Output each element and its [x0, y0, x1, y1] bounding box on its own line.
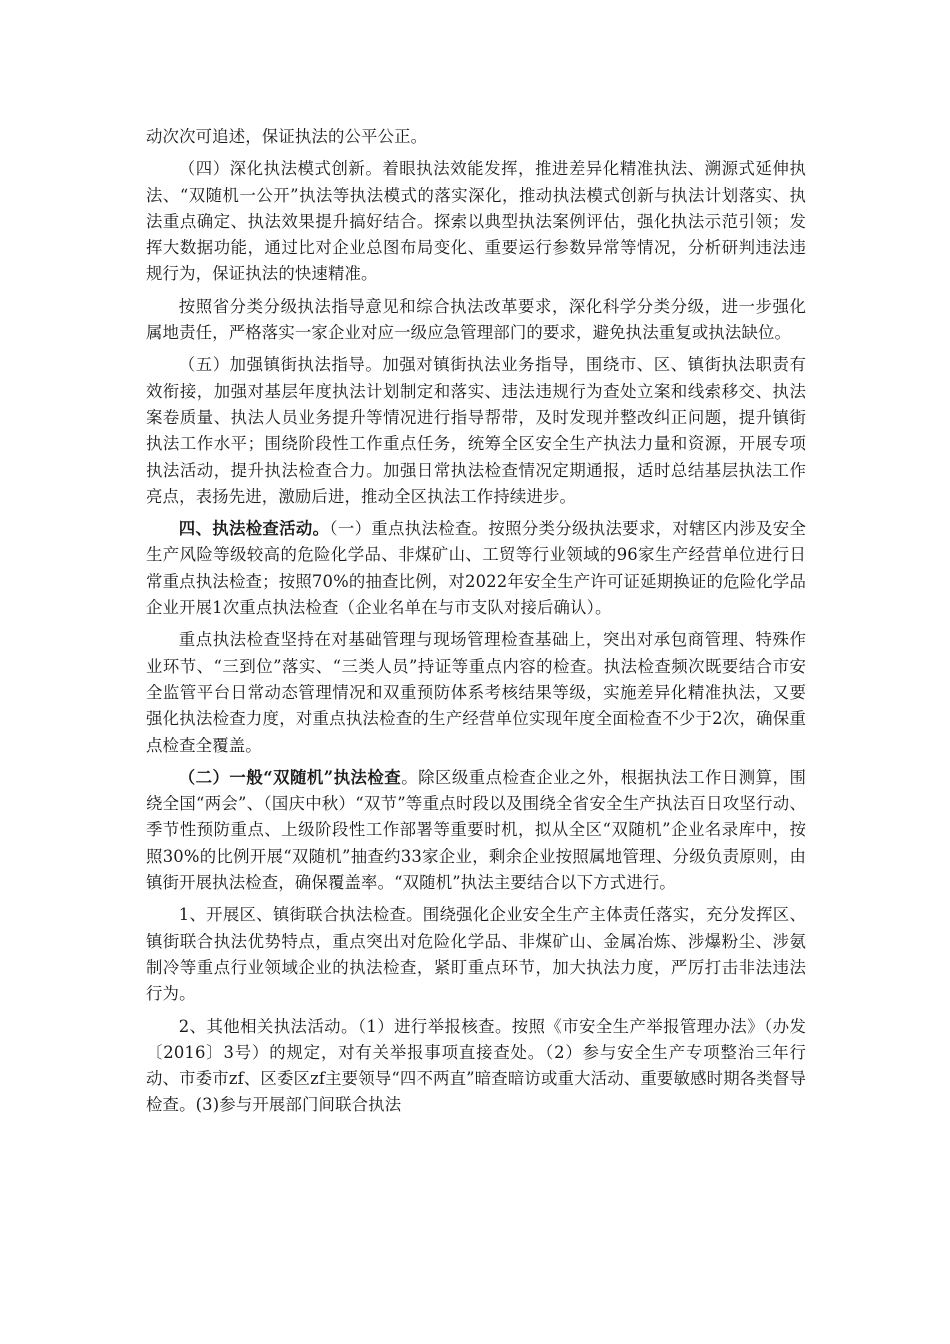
- paragraph-text: （四）深化执法模式创新。着眼执法效能发挥，推进差异化精准执法、溯源式延伸执法、“双随机一公开”执法等执法模式的落实深化，推动执法模式创新与执法计划落实、执法重点确定、执法效果提升搞好结合。探索以典型执法案例评估，强化执法示范引领；发挥大数据功能，通过比对企业总图布局变化、重要运行参数异常等情况，分析研判违法违规行为，保证执法的快速精准。: [146, 159, 806, 284]
- paragraph-7: [146, 765, 806, 896]
- paragraph-text: 。除区级重点检查企业之外，根据执法工作日测算，围绕全国“两会”、（国庆中秋）“双节”等重点时段以及围绕全省安全生产执法百日攻坚行动、季节性预防重点、上级阶段性工作部署等重要时机，拟从全区“双随机”企业名录库中，按照30%的比例开展“双随机”抽查约33家企业，剩余企业按照属地管理、分级负责原则，由镇街开展执法检查，确保覆盖率。“双随机”执法主要结合以下方式进行。: [146, 767, 806, 893]
- paragraph-text: （五）加强镇街执法指导。加强对镇街执法业务指导，围绕市、区、镇街执法职责有效衔接，加强对基层年度执法计划制定和落实、违法违规行为查处立案和线索移交、执法案卷质量、执法人员业务提升等情况进行指导帮带，及时发现并整改纠正问题，提升镇街执法工作水平；围绕阶段性工作重点任务，统筹全区安全生产执法力量和资源，开展专项执法活动，提升执法检查合力。加强日常执法检查情况定期通报，适时总结基层执法工作亮点，表扬先进，激励后进，推动全区执法工作持续进步。: [146, 355, 806, 506]
- paragraph-text: 按照省分类分级执法指导意见和综合执法改革要求，深化科学分类分级，进一步强化属地责任，严格落实一家企业对应一级应急管理部门的要求，避免执法重复或执法缺位。: [146, 296, 806, 343]
- paragraph-text: 重点执法检查坚持在对基础管理与现场管理检查基础上，突出对承包商管理、特殊作业环节、“三到位”落实、“三类人员”持证等重点内容的检查。执法检查频次既要结合市安全监管平台日常动态管理情况和双重预防体系考核结果等级，实施差异化精准执法，又要强化执法检查力度，对重点执法检查的生产经营单位实现年度全面检查不少于2次，确保重点检查全覆盖。: [146, 630, 806, 755]
- paragraph-3: [146, 294, 806, 347]
- paragraph-6: [146, 627, 806, 758]
- document-page: [146, 124, 806, 1125]
- section-heading: 四、执法检查活动。: [178, 519, 330, 539]
- paragraph-text: 1、开展区、镇街联合执法检查。围绕强化企业安全生产主体责任落实，充分发挥区、镇街联合执法优势特点，重点突出对危险化学品、非煤矿山、金属冶炼、涉爆粉尘、涉氨制冷等重点行业领域企业的执法检查，紧盯重点环节，加大执法力度，严厉打击非法违法行为。: [146, 905, 806, 1004]
- subsection-heading: （二）一般“双随机”执法检查: [178, 767, 402, 787]
- paragraph-text: 动次次可追述，保证执法的公平公正。: [146, 127, 428, 146]
- paragraph-text: （一）重点执法检查。按照分类分级执法要求，对辖区内涉及安全生产风险等级较高的危险化学品、非煤矿山、工贸等行业领域的96家生产经营单位进行日常重点执法检查；按照70%的抽查比例，对2022年安全生产许可证延期换证的危险化学品企业开展1次重点执法检查（企业名单在与市支队对接后确认）。: [146, 519, 806, 618]
- paragraph-5: [146, 516, 806, 621]
- paragraph-text: 2、其他相关执法活动。（1）进行举报核查。按照《市安全生产举报管理办法》（办发〔2016〕3号）的规定，对有关举报事项直接查处。（2）参与安全生产专项整治三年行动、市委市zf、区委区zf主要领导“四不两直”暗查暗访或重大活动、重要敏感时期各类督导检查。(3)参与开展部门间联合执法: [146, 1016, 806, 1115]
- paragraph-9: [146, 1014, 806, 1119]
- paragraph-1: [146, 124, 806, 150]
- paragraph-8: [146, 902, 806, 1007]
- paragraph-4: [146, 352, 806, 510]
- paragraph-2: [146, 156, 806, 287]
